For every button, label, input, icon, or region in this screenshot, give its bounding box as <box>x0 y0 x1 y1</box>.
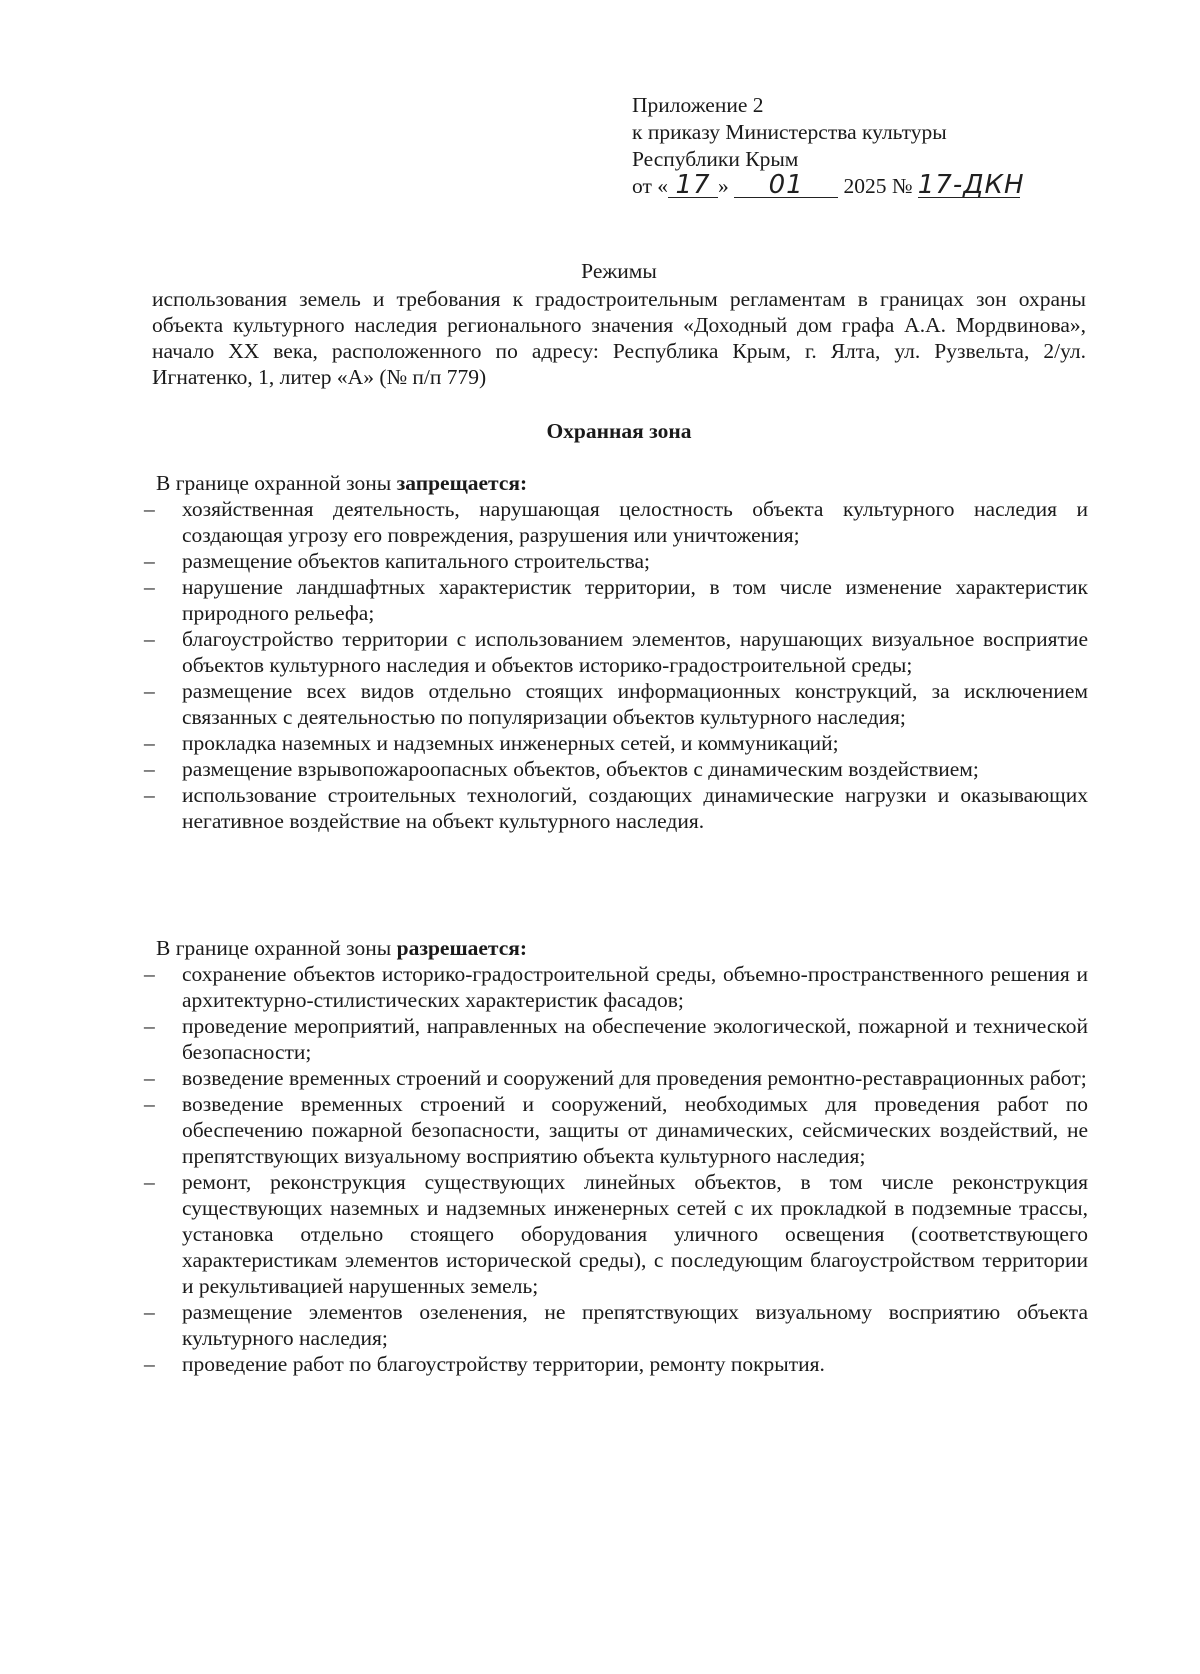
date-prefix: от « <box>632 174 668 198</box>
list-item: – возведение временных строений и сооружений для проведения ремонтно-реставрационных работ; <box>152 1065 1088 1091</box>
document-title-block <box>152 258 1086 390</box>
list-item: – размещение элементов озеленения, не препятствующих визуальному восприятию объекта культурного наследия; <box>152 1299 1088 1351</box>
date-year: 2025 № <box>843 174 913 198</box>
allowed-lead-text: В границе охранной зоны <box>156 936 397 960</box>
allowed-lead <box>152 935 1088 961</box>
list-item: – проведение работ по благоустройству территории, ремонту покрытия. <box>152 1351 1088 1377</box>
date-month-handwritten: 01 <box>768 170 804 200</box>
ministry-region: Республики Крым <box>632 147 799 171</box>
appendix-header <box>632 92 1092 200</box>
allowed-section <box>152 935 1088 1377</box>
list-item: – размещение взрывопожароопасных объектов, объектов с динамическим воздействием; <box>152 756 1088 782</box>
prohibited-section <box>152 470 1088 834</box>
order-number-field <box>917 170 1025 200</box>
date-month-field <box>734 170 838 200</box>
prohibited-lead-text: В границе охранной зоны <box>156 471 397 495</box>
order-date-line <box>632 170 1092 200</box>
list-item: – ремонт, реконструкция существующих линейных объектов, в том числе реконструкция существующих наземных и надземных инженерных сетей с их прокладкой в подземные трассы, установка отдельно стоящего оборудования уличного освещения (соответствующего характеристикам элементов исторической среды), с последующим благоустройством территории и рекультивацией нарушенных земель; <box>152 1169 1088 1299</box>
order-number-handwritten: 17-ДКН <box>917 170 1025 200</box>
appendix-number: Приложение 2 <box>632 93 764 117</box>
allowed-lead-bold: разрешается: <box>396 936 528 960</box>
document-title: Режимы <box>581 259 657 283</box>
list-item: – размещение всех видов отдельно стоящих информационных конструкций, за исключением связанных с деятельностью по популяризации объектов культурного наследия; <box>152 678 1088 730</box>
list-item: – использование строительных технологий, создающих динамические нагрузки и оказывающих негативное воздействие на объект культурного наследия. <box>152 782 1088 834</box>
date-day-field <box>668 170 718 200</box>
prohibited-lead <box>152 470 1088 496</box>
list-item: – возведение временных строений и сооружений, необходимых для проведения работ по обеспечению пожарной безопасности, защиты от динамических, сейсмических воздействий, не препятствующих визуальному восприятию объекта культурного наследия; <box>152 1091 1088 1169</box>
list-item: – размещение объектов капитального строительства; <box>152 548 1088 574</box>
list-item: – благоустройство территории с использованием элементов, нарушающих визуальное восприятие объектов культурного наследия и объектов историко-градостроительной среды; <box>152 626 1088 678</box>
document-subtitle: использования земель и требования к градостроительным регламентам в границах зон охраны объекта культурного наследия регионального значения «Доходный дом графа А.А. Мордвинова», начало XX века, расположенного по адресу: Республика Крым, г. Ялта, ул. Рузвельта, 2/ул. Игнатенко, 1, литер «А» (№ п/п 779) <box>152 287 1086 389</box>
section-heading: Охранная зона <box>546 419 692 443</box>
list-item: – прокладка наземных и надземных инженерных сетей, и коммуникаций; <box>152 730 1088 756</box>
list-item: – проведение мероприятий, направленных на обеспечение экологической, пожарной и технической безопасности; <box>152 1013 1088 1065</box>
date-day-handwritten: 17 <box>675 170 711 200</box>
list-item: – сохранение объектов историко-градостроительной среды, объемно-пространственного решения и архитектурно-стилистических характеристик фасадов; <box>152 961 1088 1013</box>
allowed-list <box>152 961 1088 1377</box>
list-item: – нарушение ландшафтных характеристик территории, в том числе изменение характеристик природного рельефа; <box>152 574 1088 626</box>
prohibited-list <box>152 496 1088 834</box>
date-quote-close: » <box>718 174 729 198</box>
list-item: – хозяйственная деятельность, нарушающая целостность объекта культурного наследия и создающая угрозу его повреждения, разрушения или уничтожения; <box>152 496 1088 548</box>
prohibited-lead-bold: запрещается: <box>396 471 528 495</box>
order-reference: к приказу Министерства культуры <box>632 120 947 144</box>
